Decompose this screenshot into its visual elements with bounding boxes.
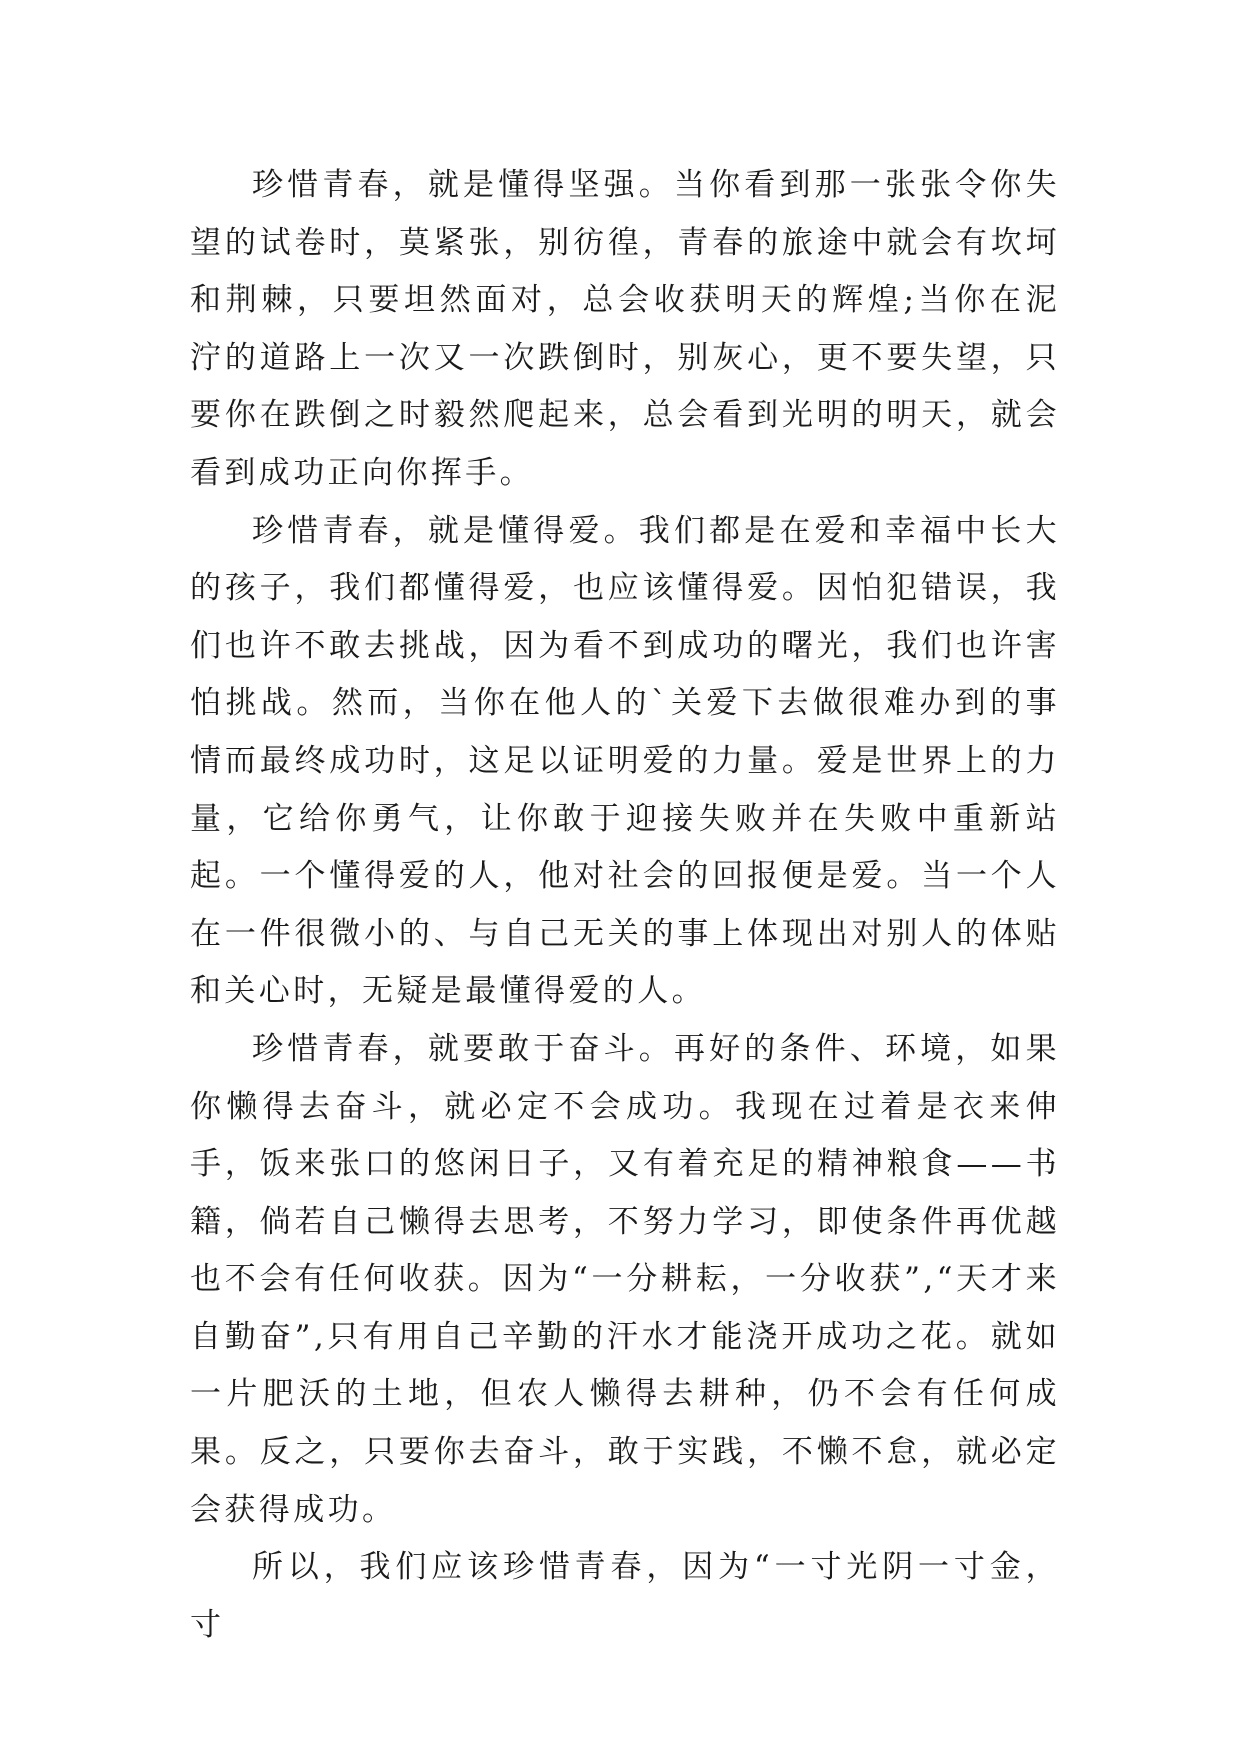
paragraph-2: 珍惜青春，就是懂得爱。我们都是在爱和幸福中长大的孩子，我们都懂得爱，也应该懂得爱。因怕犯错误，我们也许不敢去挑战，因为看不到成功的曙光，我们也许害怕挑战。然而，当你在他人的`关爱下去做很难办到的事情而最终成功时，这足以证明爱的力量。爱是世界上的力量，它给你勇气，让你敢于迎接失败并在失败中重新站起。一个懂得爱的人，他对社会的回报便是爱。当一个人在一件很微小的、与自己无关的事上体现出对别人的体贴和关心时，无疑是最懂得爱的人。 — [190, 512, 1060, 1010]
paragraph-4: 所以，我们应该珍惜青春，因为“一寸光阴一寸金，寸 — [190, 1549, 1060, 1643]
document-body — [190, 157, 1060, 1654]
paragraph-1: 珍惜青春，就是懂得坚强。当你看到那一张张令你失望的试卷时，莫紧张，别彷徨，青春的旅途中就会有坎坷和荆棘，只要坦然面对，总会收获明天的辉煌;当你在泥泞的道路上一次又一次跌倒时，别灰心，更不要失望，只要你在跌倒之时毅然爬起来，总会看到光明的明天，就会看到成功正向你挥手。 — [190, 167, 1060, 491]
paragraph-3: 珍惜青春，就要敢于奋斗。再好的条件、环境，如果你懒得去奋斗，就必定不会成功。我现在过着是衣来伸手，饭来张口的悠闲日子，又有着充足的精神粮食——书籍，倘若自己懒得去思考，不努力学习，即使条件再优越也不会有任何收获。因为“一分耕耘，一分收获”,“天才来自勤奋”,只有用自己辛勤的汗水才能浇开成功之花。就如一片肥沃的土地，但农人懒得去耕种，仍不会有任何成果。反之，只要你去奋斗，敢于实践，不懒不怠，就必定会获得成功。 — [190, 1030, 1060, 1528]
